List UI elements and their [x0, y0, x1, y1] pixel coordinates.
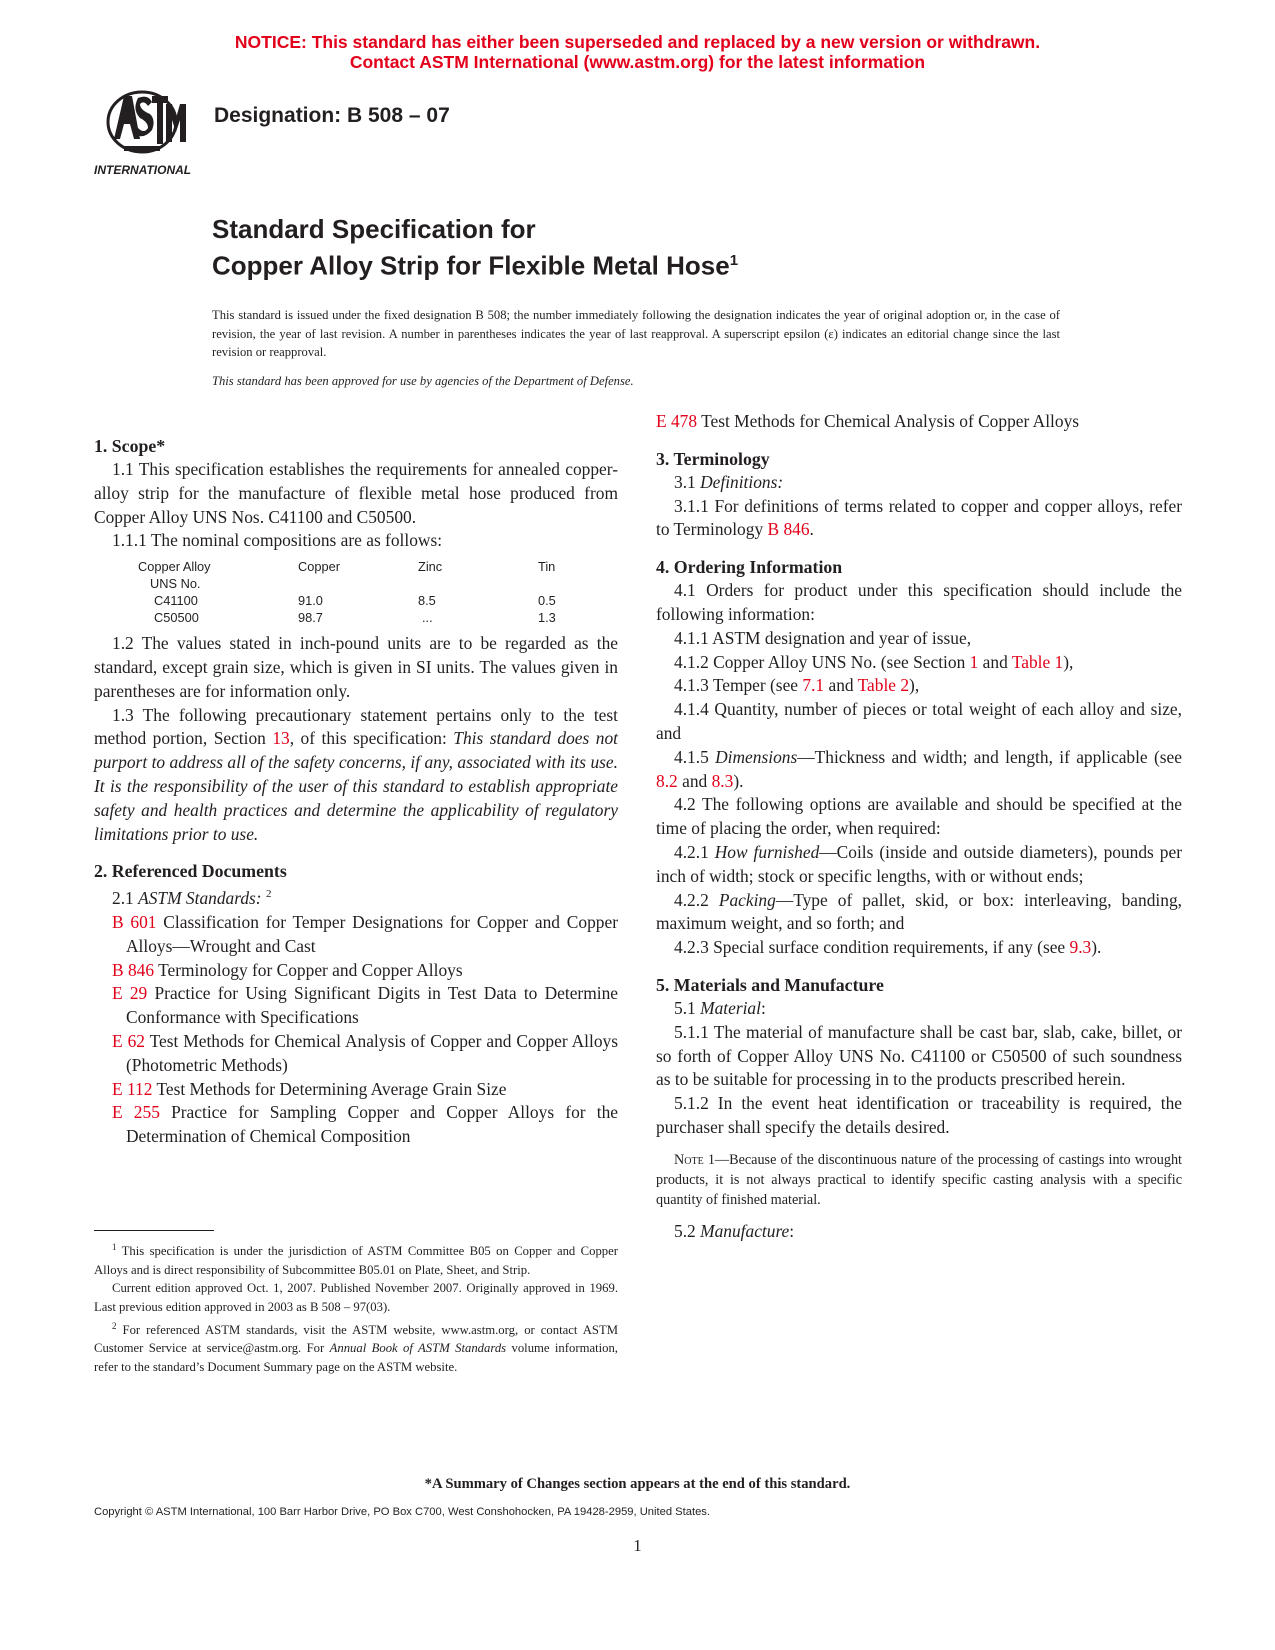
- footnote-2-marker: 2: [112, 1320, 117, 1331]
- table-2-link[interactable]: Table 2: [857, 675, 910, 696]
- table-header-row: [138, 558, 598, 575]
- ref-link-b601[interactable]: B 601: [112, 911, 157, 932]
- text: ),: [909, 675, 920, 696]
- annual-book-title: Annual Book of ASTM Standards: [329, 1341, 507, 1356]
- defense-approval: This standard has been approved for use by agencies of the Department of Defense.: [212, 374, 634, 388]
- table-cell: 98.7: [298, 610, 323, 626]
- table-cell: C50500: [154, 610, 199, 626]
- summary-of-changes-note: *A Summary of Changes section appears at the end of this standard.: [424, 1476, 851, 1492]
- para-5-1-2: 5.1.2 In the event heat identification or traceability is required, the purchaser shall specify the details desired.: [656, 1093, 1182, 1137]
- para-4-1-3: [656, 674, 1182, 698]
- text: —Coils (inside and outside diameters), pounds per inch of width; stock or specific lengths, with or without ends;: [656, 841, 1182, 886]
- para-3-1-1-end: .: [809, 519, 814, 540]
- document-title: [212, 214, 738, 282]
- text: and: [824, 675, 858, 696]
- para-4-2-3: [656, 936, 1182, 960]
- section-7-1-link[interactable]: 7.1: [802, 675, 825, 696]
- section-4-heading: 4. Ordering Information: [656, 557, 843, 578]
- section-8-3-link[interactable]: 8.3: [711, 770, 734, 791]
- footnote-2-ref[interactable]: 2: [265, 888, 272, 901]
- section-9-3-link[interactable]: 9.3: [1069, 937, 1092, 958]
- astm-standards-label: ASTM Standards:: [138, 888, 262, 909]
- material-label: Material: [700, 997, 761, 1018]
- footnote-divider: [94, 1230, 214, 1231]
- ref-link-e478[interactable]: E 478: [656, 411, 698, 431]
- section-13-link[interactable]: 13: [272, 728, 290, 749]
- section-1-heading: 1. Scope*: [94, 436, 166, 456]
- table-cell: 91.0: [298, 593, 323, 609]
- ref-item: [112, 1078, 618, 1102]
- ref-item: [112, 911, 618, 959]
- section-1-link[interactable]: 1: [969, 651, 979, 672]
- ref-item: [656, 410, 1182, 434]
- para-4-1: 4.1 Orders for product under this specification should include the following information:: [656, 580, 1182, 624]
- ref-item: [112, 959, 618, 983]
- left-column: [94, 434, 618, 1149]
- text: 4.2.3 Special surface condition requirements, if any (see: [674, 937, 1070, 958]
- table-1-link[interactable]: Table 1: [1011, 651, 1064, 672]
- text: and: [677, 770, 712, 791]
- para-4-1-4: 4.1.4 Quantity, number of pieces or total weight of each alloy and size, and: [656, 699, 1182, 743]
- manufacture-label: Manufacture: [700, 1220, 790, 1241]
- para-4-1-2: [656, 651, 1182, 675]
- page-number: 1: [633, 1536, 642, 1555]
- para-4-2-1: [656, 841, 1182, 889]
- section-3-heading: 3. Terminology: [656, 448, 770, 469]
- para-1-1: 1.1 This specification establishes the requirements for annealed copper-alloy strip for the manufacture of flexible metal hose produced from Copper Alloy UNS Nos. C41100 and C50500.: [94, 459, 618, 527]
- para-4-1-5: [656, 746, 1182, 794]
- footnote-1-b: Current edition approved Oct. 1, 2007. Published November 2007. Originally approved in 1969. Last previous edition approved in 2003 as B 508 – 97(03).: [94, 1281, 618, 1315]
- table-row: [138, 592, 598, 609]
- ref-text: Test Methods for Chemical Analysis of Copper and Copper Alloys (Photometric Methods): [126, 1030, 618, 1075]
- table-cell: ...: [422, 610, 433, 626]
- text: —Thickness and width; and length, if applicable (see: [797, 746, 1182, 767]
- para-1-3: [94, 704, 618, 847]
- how-furnished-label: How furnished: [714, 841, 820, 862]
- table-header-alloy: Copper Alloy: [138, 559, 211, 575]
- para-1-1-1: 1.1.1 The nominal compositions are as follows:: [112, 530, 443, 551]
- text: 5.1: [674, 997, 701, 1018]
- ref-link-e62[interactable]: E 62: [112, 1030, 145, 1051]
- section-2-heading: 2. Referenced Documents: [94, 861, 287, 882]
- text: and: [978, 651, 1012, 672]
- table-row: [138, 609, 598, 626]
- title-line-1: Standard Specification for: [212, 214, 536, 244]
- definitions-label: Definitions:: [700, 471, 784, 492]
- text: 4.2.2: [674, 889, 719, 910]
- dimensions-label: Dimensions: [715, 746, 798, 767]
- title-line-2-text: Copper Alloy Strip for Flexible Metal Hose: [212, 250, 730, 281]
- ref-text: Terminology for Copper and Copper Alloys: [154, 959, 463, 980]
- ref-link-e112[interactable]: E 112: [112, 1078, 153, 1099]
- table-header-uns: UNS No.: [150, 576, 201, 592]
- composition-table: [138, 558, 598, 626]
- table-cell: C41100: [154, 593, 198, 609]
- text: :: [760, 997, 766, 1018]
- table-cell: 8.5: [418, 593, 436, 609]
- note-label: Note 1: [674, 1151, 715, 1168]
- safety-statement: This standard does not purport to address all of the safety concerns, if any, associated with its use. It is the responsibility of the user of this standard to establish appropriate safety and health practices and determine the applicability of regulatory limitations prior to use.: [94, 728, 618, 844]
- footnote-2-text: For referenced ASTM standards, visit the ASTM website, www.astm.org, or contact ASTM Customer Service at service@astm.org. For: [94, 1322, 618, 1356]
- para-5-1: [656, 997, 1182, 1021]
- note-1: [656, 1150, 1182, 1210]
- title-footnote-ref[interactable]: 1: [729, 252, 739, 269]
- text: 4.2.1: [674, 841, 715, 862]
- section-8-2-link[interactable]: 8.2: [656, 770, 678, 791]
- notice-line-1: NOTICE: This standard has either been superseded and replaced by a new version or withdrawn.: [234, 32, 1041, 52]
- logo-text: INTERNATIONAL: [94, 163, 192, 177]
- ref-text: Test Methods for Chemical Analysis of Copper Alloys: [697, 411, 1080, 431]
- para-1-2: 1.2 The values stated in inch-pound units are to be regarded as the standard, except grain size, which is given in SI units. The values given in parentheses are for information only.: [94, 633, 618, 701]
- para-4-2-2: [656, 889, 1182, 937]
- ref-text: Practice for Using Significant Digits in Test Data to Determine Conformance with Specifications: [126, 983, 618, 1028]
- para-5-2: [656, 1220, 1182, 1244]
- ref-link-e255[interactable]: E 255: [112, 1102, 160, 1123]
- footnote-1-text: This specification is under the jurisdiction of ASTM Committee B05 on Copper and Copper Alloys and is direct responsibility of Subcommittee B05.01 on Plate, Sheet, and Strip.: [94, 1244, 618, 1277]
- ref-item: [112, 1030, 618, 1078]
- text: —Type of pallet, skid, or box: interleaving, banding, maximum weight, and so forth; and: [656, 889, 1182, 934]
- text: 4.1.2 Copper Alloy UNS No. (see Section: [674, 651, 970, 672]
- para-4-1-1: 4.1.1 ASTM designation and year of issue,: [674, 627, 972, 648]
- para-3-1-num: 3.1: [674, 471, 701, 492]
- note-text: —Because of the discontinuous nature of the processing of castings into wrought products, it is not always practical to identify specific casting analysis with a specific quantity of finished material.: [656, 1151, 1182, 1208]
- preamble: This standard is issued under the fixed designation B 508; the number immediately following the designation indicates the year of original adoption or, in the case of revision, the year of last revision. A number in parentheses indicates the year of last reapproval. A superscript epsilon (ε) indicates an editorial change since the last revision or reapproval.: [212, 308, 1060, 359]
- para-3-1-1-text: 3.1.1 For definitions of terms related to copper and copper alloys, refer to Terminology: [656, 495, 1182, 540]
- footnote-2-text-b: volume information, refer to the standard’s Document Summary page on the ASTM website.: [94, 1341, 618, 1375]
- table-cell: 1.3: [538, 610, 556, 626]
- para-1-3-text-b: , of this specification:: [289, 728, 454, 749]
- notice-line-2: Contact ASTM International (www.astm.org) for the latest information: [349, 52, 926, 72]
- packing-label: Packing: [718, 889, 776, 910]
- right-column: [656, 410, 1182, 1244]
- ref-link-b846[interactable]: B 846: [112, 959, 155, 980]
- section-5-heading: 5. Materials and Manufacture: [656, 974, 884, 995]
- footnote-2: [94, 1317, 618, 1377]
- para-3-1-1: [656, 495, 1182, 543]
- ref-link-b846-terminology[interactable]: B 846: [767, 519, 810, 540]
- text: :: [789, 1220, 795, 1241]
- table-cell: 0.5: [538, 593, 556, 609]
- text: 4.1.5: [674, 746, 716, 767]
- para-3-1: [656, 471, 1182, 495]
- title-line-2: [212, 245, 738, 282]
- para-2-1: [94, 883, 618, 911]
- ref-link-e29[interactable]: E 29: [112, 983, 148, 1004]
- para-4-2: 4.2 The following options are available and should be specified at the time of placing the order, when required:: [656, 794, 1182, 839]
- footnotes: [94, 1238, 618, 1377]
- text: 5.2: [674, 1220, 701, 1241]
- footnote-1-marker: 1: [112, 1242, 117, 1252]
- ref-text: Classification for Temper Designations for Copper and Copper Alloys—Wrought and Cast: [126, 911, 618, 956]
- text: ).: [733, 770, 744, 791]
- table-header-row-2: [138, 575, 598, 592]
- text: 4.1.3 Temper (see: [674, 675, 803, 696]
- astm-international-logo: [94, 84, 200, 180]
- table-header-zinc: Zinc: [418, 559, 443, 575]
- copyright-line: Copyright © ASTM International, 100 Barr Harbor Drive, PO Box C700, West Conshohocken, PA 19428-2959, United States.: [94, 1506, 710, 1518]
- text: ),: [1063, 651, 1074, 672]
- notice-banner: [0, 32, 1275, 72]
- footnote-1: [94, 1238, 618, 1279]
- designation: Designation: B 508 – 07: [214, 104, 450, 127]
- astm-logo-icon: [94, 84, 200, 180]
- ref-text: Practice for Sampling Copper and Copper Alloys for the Determination of Chemical Composition: [126, 1102, 618, 1147]
- table-header-tin: Tin: [538, 559, 556, 575]
- ref-item: [112, 982, 618, 1030]
- para-1-3-text: 1.3 The following precautionary statement pertains only to the test method portion, Section: [94, 704, 618, 749]
- table-header-copper: Copper: [298, 559, 340, 575]
- text: ).: [1091, 937, 1102, 958]
- ref-text: Test Methods for Determining Average Grain Size: [152, 1078, 507, 1099]
- ref-item: [112, 1101, 618, 1149]
- para-2-1-num: 2.1: [112, 888, 139, 909]
- para-5-1-1: 5.1.1 The material of manufacture shall be cast bar, slab, cake, billet, or so forth of Copper Alloy UNS No. C41100 or C50500 of such soundness as to be suitable for processing in to the products prescribed herein.: [656, 1021, 1182, 1090]
